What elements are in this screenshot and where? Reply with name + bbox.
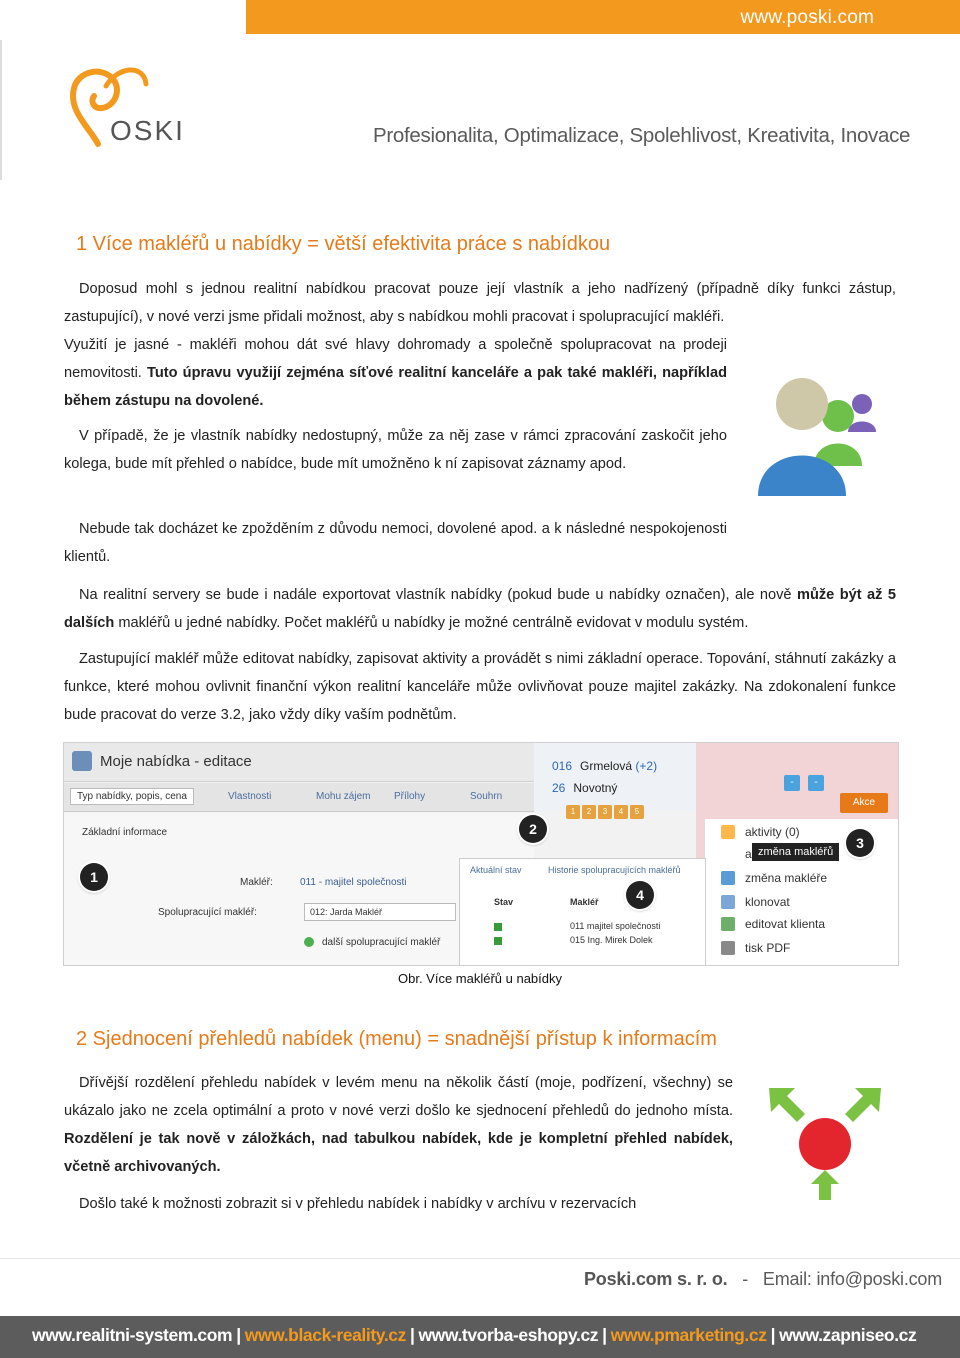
activity-icon <box>721 825 735 839</box>
footer-bar: www.realitni-system.com | www.black-reality.cz | www.tvorba-eshopy.cz | www.pmarketing.cz | www.zapniseo.cz <box>0 1316 960 1358</box>
tagline: Profesionalita, Optimalizace, Spolehlivost, Kreativita, Inovace <box>373 124 911 147</box>
badge-3: 3 <box>846 829 874 857</box>
left-edge-line <box>0 40 2 180</box>
menu-change-broker[interactable]: změna makléře <box>745 871 828 885</box>
screenshot-figure <box>63 742 899 966</box>
spolu-label: Spolupracující makléř: <box>158 907 257 918</box>
link-realitni-system[interactable]: www.realitni-system.com <box>32 1325 233 1345</box>
menu-a[interactable]: a <box>745 847 752 861</box>
badge-4: 4 <box>626 881 654 909</box>
page-5[interactable]: 5 <box>630 805 644 819</box>
tab-history[interactable]: Historie spolupracujících makléřů <box>548 865 681 875</box>
tab-properties[interactable]: Vlastnosti <box>228 791 272 802</box>
figure-title-bar <box>64 743 534 782</box>
flag-icon <box>494 923 502 931</box>
contact-email[interactable]: Email: info@poski.com <box>762 1269 943 1289</box>
menu-print-pdf[interactable]: tisk PDF <box>745 941 791 955</box>
paragraph-2: V případě, že je vlastník nabídky nedostupný, může za něj zase v rámci zpracování zaskočit jeho kolega, bude mít přehled o nabídce, bude mít umožněno k ní zapisovat záznamy apod. <box>64 428 727 472</box>
paragraph-5: Zastupující makléř může editovat nabídky, zapisovat aktivity a provádět s nimi základní operace. Topování, stáhnutí zakázky a funkce, které mohou ovlivnit finanční výkon realitní kanceláře může ovlivňovat pouze majitel zakázky. Na zdokonalení funkce bude pracovat do verze 3.2, jako vždy díky vaším podnětům. <box>64 651 896 723</box>
history-panel <box>459 858 706 966</box>
hist-row-2: 015 Ing. Mirek Dolek <box>570 935 653 945</box>
paragraph-1b: Využití je jasné - makléři mohou dát své hlavy dohromady a společně spolupracovat na prodeji nemovitosti. Tuto úpravu využijí zejména síťové realitní kanceláře a pak také makléři, například během zástupu na dovolené. <box>64 337 727 409</box>
tab-attachments[interactable]: Přílohy <box>394 791 426 802</box>
badge-1: 1 <box>80 863 108 891</box>
paragraph-3: Nebude tak docházet ke zpožděním z důvodu nemoci, dovolené apod. a k následné nespokojenosti klientů. <box>64 521 727 565</box>
company-name: Poski.com s. r. o. <box>584 1269 728 1289</box>
page-3[interactable]: 3 <box>598 805 612 819</box>
section-label: Základní informace <box>82 827 168 838</box>
col-makler: Makléř <box>570 897 599 907</box>
paragraph-4: Na realitní servery se bude i nadále exportovat vlastník nabídky (pokud bude u nabídky označen), ale nově může být až 5 dalších makléřů u jedné nabídky. Počet makléřů u nabídky je možné centrálně evidovat v modulu systém. <box>64 587 897 631</box>
clone-icon <box>721 895 735 909</box>
page-4[interactable]: 4 <box>614 805 628 819</box>
flag-icon <box>494 937 502 945</box>
section-heading-2: 2 Sjednocení přehledů nabídek (menu) = snadnější přístup k informacím <box>76 1028 717 1050</box>
menu-activities[interactable]: aktivity (0) <box>745 825 800 839</box>
paragraph-7: Došlo také k možnosti zobrazit si v přehledu nabídek i nabídky v archívu v rezervacích <box>79 1196 637 1212</box>
link-zapniseo[interactable]: www.zapniseo.cz <box>779 1325 917 1345</box>
edit-client-icon <box>721 917 735 931</box>
footer-contact <box>584 1269 942 1290</box>
paragraph-1: Doposud mohl s jednou realitní nabídkou pracovat pouze její vlastník a jeho nadřízený (případně díky funkci zástup, zastupující), v nové verzi jsme přidali možnost, aby s nabídkou mohli pracovat i spolupracující makléři. <box>64 281 896 325</box>
figure-tabs <box>64 783 534 812</box>
paragraph-6: Dřívější rozdělení přehledu nabídek v levém menu na několik částí (moje, podřízení, všechny) se ukázalo jako ne zcela optimální a proto v nové verzi došlo ke sjednocení přehledů do jednoho místa. Rozdělení je tak nově v záložkách, nad tabulkou nabídek, kde je kompletní přehled nabídek, včetně archivovaných. <box>64 1075 733 1175</box>
link-tvorba-eshopy[interactable]: www.tvorba-eshopy.cz <box>418 1325 599 1345</box>
stat-row-1: 016 Grmelová (+2) <box>552 759 658 773</box>
edit-icon <box>72 751 92 771</box>
hist-row-1: 011 majitel společnosti <box>570 921 661 931</box>
makler-label: Makléř: <box>240 877 273 888</box>
page-1[interactable]: 1 <box>566 805 580 819</box>
tab-summary[interactable]: Souhrn <box>470 791 503 802</box>
header-bar <box>246 0 960 34</box>
footer-line <box>0 1258 960 1259</box>
add-icon <box>304 937 314 947</box>
makler-value: 011 - majitel společnosti <box>300 877 407 888</box>
menu-edit-client[interactable]: editovat klienta <box>745 917 826 931</box>
spolu-field[interactable]: 012: Jarda Makléř <box>304 903 456 921</box>
add-makler-link[interactable]: další spolupracující makléř <box>322 937 441 948</box>
logo-text: OSKI <box>110 115 185 146</box>
print-icon <box>721 941 735 955</box>
change-icon <box>721 871 735 885</box>
header-url[interactable]: www.poski.com <box>740 7 874 28</box>
link-black-reality[interactable]: www.black-reality.cz <box>244 1325 406 1345</box>
menu-clone[interactable]: klonovat <box>745 895 790 909</box>
contact-dash: - <box>742 1269 749 1289</box>
tab-current[interactable]: Aktuální stav <box>470 865 522 875</box>
tab-type[interactable]: Typ nabídky, popis, cena <box>70 788 194 805</box>
figure-title: Moje nabídka - editace <box>100 753 252 770</box>
minus-button-2[interactable]: - <box>808 775 824 791</box>
page-2[interactable]: 2 <box>582 805 596 819</box>
badge-2: 2 <box>519 815 547 843</box>
minus-button-1[interactable]: - <box>784 775 800 791</box>
akce-button[interactable]: Akce <box>840 793 888 813</box>
section-heading-1: 1 Více makléřů u nabídky = větší efektivita práce s nabídkou <box>76 233 611 255</box>
converging-arrows-icon <box>765 1082 885 1202</box>
stat-row-2: 26 Novotný <box>552 781 618 795</box>
tab-interest[interactable]: Mohu zájem <box>316 791 371 802</box>
people-icon <box>752 374 892 500</box>
link-pmarketing[interactable]: www.pmarketing.cz <box>610 1325 767 1345</box>
col-stav: Stav <box>494 897 514 907</box>
tooltip: změna makléřů <box>752 843 839 861</box>
figure-caption: Obr. Více makléřů u nabídky <box>397 971 563 986</box>
